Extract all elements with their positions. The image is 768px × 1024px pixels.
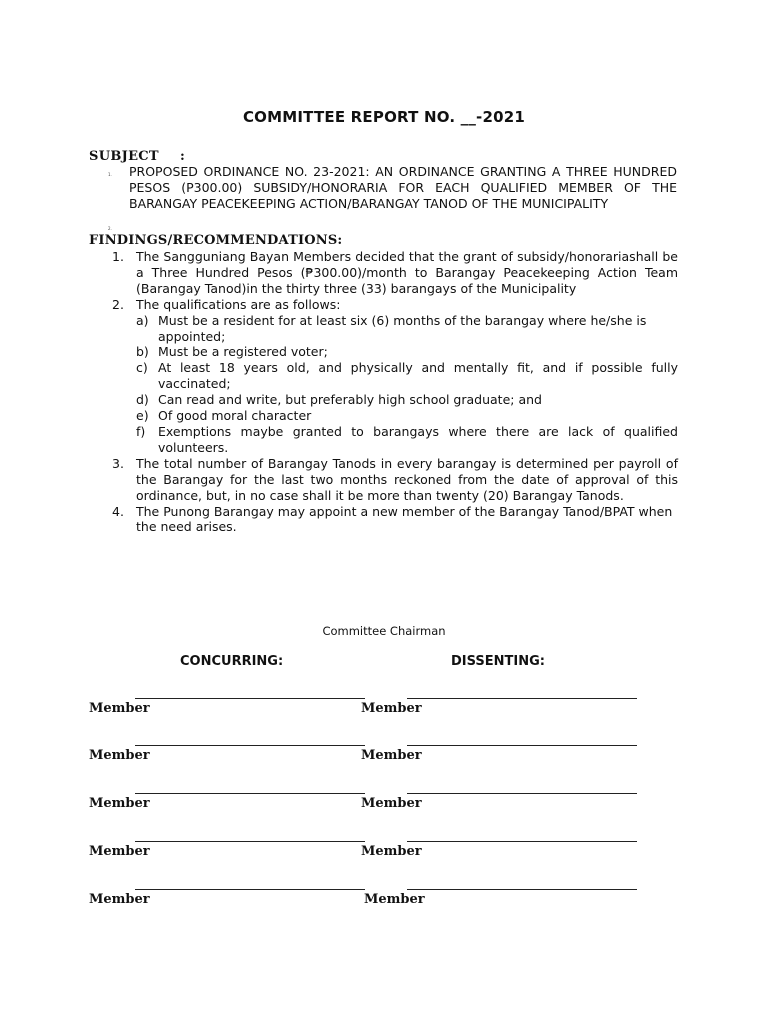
- qualification-letter: d): [136, 392, 149, 408]
- signature-line: [407, 841, 637, 842]
- member-label: Member: [364, 892, 425, 907]
- finding-number: 4.: [112, 503, 124, 519]
- finding-number: 1.: [112, 249, 124, 264]
- signature-line: [407, 698, 637, 699]
- member-label: Member: [89, 844, 150, 859]
- qualification-letter: c): [136, 360, 148, 376]
- qualification-text: Must be a registered voter;: [158, 344, 328, 360]
- finding-text: The qualifications are as follows:: [136, 296, 341, 312]
- signature-line: [135, 745, 365, 746]
- qualification-letter: e): [136, 408, 149, 424]
- signature-line: [407, 745, 637, 746]
- qualification-letter: a): [136, 312, 149, 328]
- subject-marker-2: 2.: [108, 226, 112, 231]
- subject-marker-1: 1.: [108, 172, 112, 177]
- qualification-text: Of good moral character: [158, 408, 312, 424]
- qualification-letter: b): [136, 344, 149, 360]
- finding-item: [112, 456, 678, 504]
- member-label: Member: [89, 796, 150, 811]
- finding-item: [112, 504, 678, 536]
- finding-item: [112, 297, 678, 456]
- qualifications-list: [136, 313, 678, 456]
- qualification-letter: f): [136, 423, 146, 439]
- qualification-item: [136, 424, 678, 456]
- finding-text: The Punong Barangay may appoint a new member of the Barangay Tanod/BPAT when the need arises.: [136, 503, 673, 535]
- qualification-item: [136, 313, 678, 345]
- finding-number: 2.: [112, 296, 124, 312]
- member-label: Member: [361, 701, 422, 716]
- committee-chairman-label: Committee Chairman: [322, 624, 446, 638]
- member-label: Member: [361, 748, 422, 763]
- qualification-text: Must be a resident for at least six (6) months of the barangay where he/she is appointed;: [158, 312, 647, 344]
- member-label: Member: [89, 701, 150, 716]
- finding-text: The Sangguniang Bayan Members decided that the grant of subsidy/honorariashall be a Three Hundred Pesos (₱300.00)/month to Barangay Peacekeeping Action Team (Barangay Tanod)in the thirty three (33) barangays of the Municipality: [136, 249, 678, 296]
- qualification-text: At least 18 years old, and physically and mentally fit, and if possible fully vaccinated;: [158, 360, 678, 392]
- signature-line: [407, 889, 637, 890]
- subject-colon: :: [180, 149, 185, 164]
- member-label: Member: [89, 748, 150, 763]
- subject-label: SUBJECT: [89, 149, 159, 164]
- signature-line: [135, 841, 365, 842]
- qualification-item: [136, 392, 678, 408]
- concurring-heading: CONCURRING:: [180, 654, 284, 669]
- qualification-item: [136, 360, 678, 392]
- signature-line: [135, 793, 365, 794]
- signature-line: [135, 889, 365, 890]
- finding-item: [112, 249, 678, 297]
- member-label: Member: [361, 844, 422, 859]
- finding-number: 3.: [112, 455, 124, 471]
- findings-label: FINDINGS/RECOMMENDATIONS:: [89, 233, 343, 248]
- qualification-text: Can read and write, but preferably high school graduate; and: [158, 392, 542, 408]
- signature-line: [135, 698, 365, 699]
- qualification-item: [136, 408, 678, 424]
- qualification-item: [136, 344, 678, 360]
- findings-list: [112, 249, 678, 535]
- report-title: COMMITTEE REPORT NO. __-2021: [242, 108, 526, 126]
- member-label: Member: [361, 796, 422, 811]
- qualification-text: Exemptions maybe granted to barangays where there are lack of qualified volunteers.: [158, 423, 678, 455]
- subject-text: PROPOSED ORDINANCE NO. 23-2021: AN ORDINANCE GRANTING A THREE HUNDRED PESOS (P300.00) SUBSIDY/HONORARIA FOR EACH QUALIFIED MEMBER OF THE BARANGAY PEACEKEEPING ACTION/BARANGAY TANOD OF THE MUNICIPALITY: [129, 164, 677, 211]
- dissenting-heading: DISSENTING:: [451, 654, 545, 669]
- signature-line: [407, 793, 637, 794]
- member-label: Member: [89, 892, 150, 907]
- finding-text: The total number of Barangay Tanods in every barangay is determined per payroll of the Barangay for the last two months reckoned from the date of approval of this ordinance, but, in no case shall it be more than twenty (20) Barangay Tanods.: [136, 455, 678, 503]
